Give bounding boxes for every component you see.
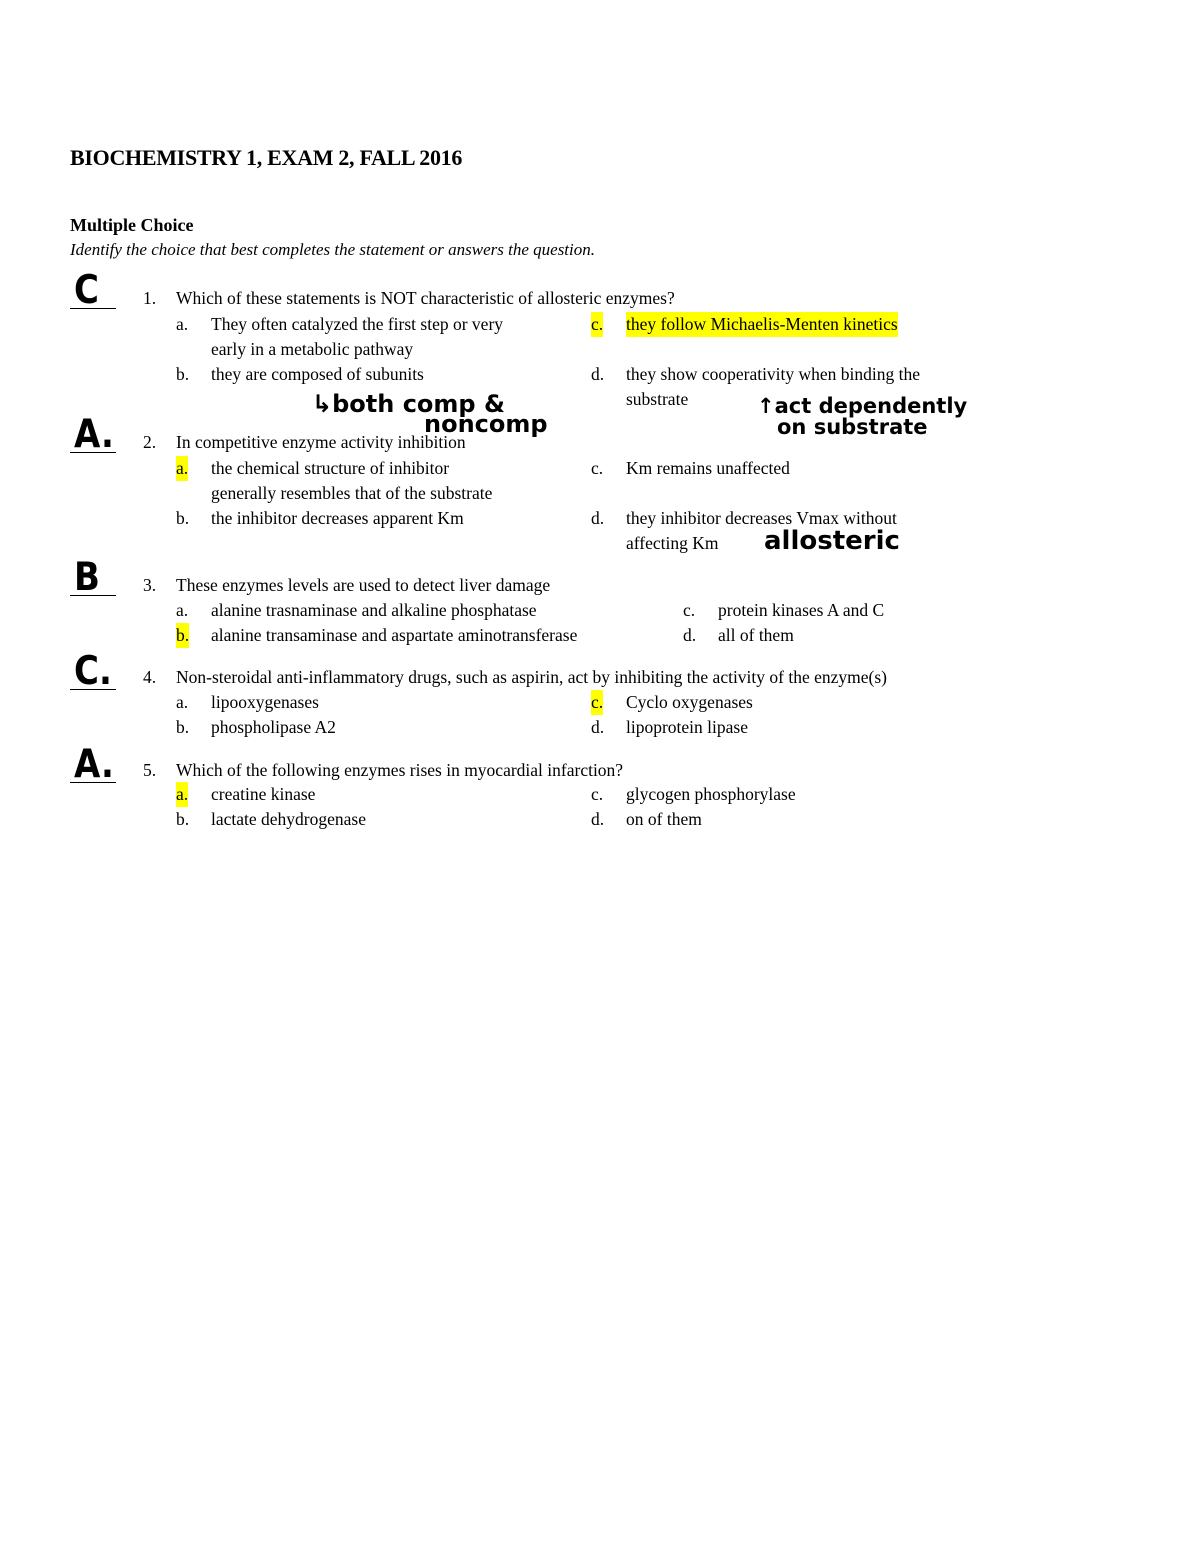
document-title: BIOCHEMISTRY 1, EXAM 2, FALL 2016 (70, 145, 463, 170)
question-stem: Which of these statements is NOT characteristic of allosteric enzymes? (176, 288, 675, 308)
handwritten-answer: C. (70, 653, 116, 690)
handwritten-answer: A. (70, 416, 116, 453)
question-stem: Which of the following enzymes rises in myocardial infarction? (176, 760, 624, 780)
section-title: Multiple Choice (70, 215, 194, 235)
handwritten-note: allosteric (764, 526, 900, 556)
question-stem: In competitive enzyme activity inhibition (176, 432, 466, 452)
question-number: 4. (143, 667, 157, 687)
question-number: 2. (143, 432, 157, 452)
question-number: 5. (143, 760, 157, 780)
handwritten-note: ↑act dependently on substrate (757, 394, 968, 439)
instructions: Identify the choice that best completes the statement or answers the question. (70, 240, 595, 259)
question-stem: Non-steroidal anti-inflammatory drugs, such as aspirin, act by inhibiting the activity of the enzyme(s) (176, 667, 887, 687)
handwritten-answer: B (70, 559, 116, 596)
question-number: 3. (143, 575, 157, 595)
handwritten-answer: A. (70, 746, 116, 783)
question-stem: These enzymes levels are used to detect liver damage (176, 575, 551, 595)
question-number: 1. (143, 288, 157, 308)
handwritten-answer: C (70, 272, 116, 309)
handwritten-note: ↳both comp & noncomp (312, 390, 548, 438)
